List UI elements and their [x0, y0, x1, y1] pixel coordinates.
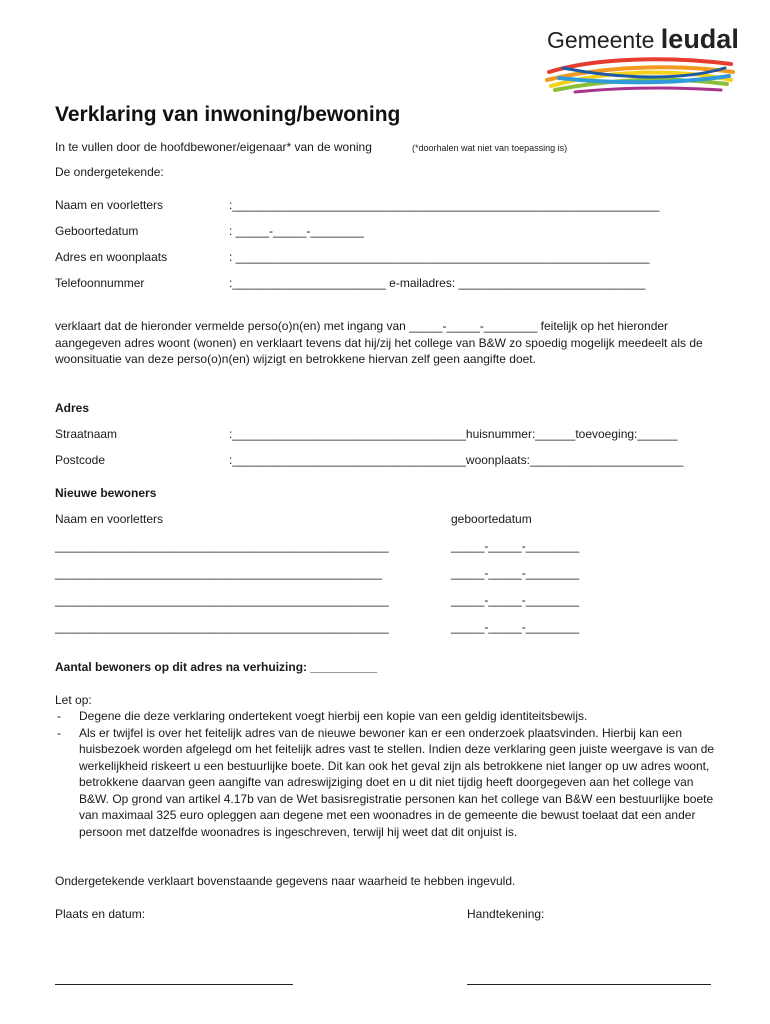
resident-count-field[interactable]: Aantal bewoners op dit adres na verhuizing: __________ — [55, 660, 378, 674]
street-label: Straatnaam — [55, 427, 118, 441]
page-title: Verklaring van inwoning/bewoning — [55, 103, 401, 126]
address-heading: Adres — [55, 401, 90, 415]
resident-birth-field[interactable]: _____-_____-________ — [451, 620, 580, 634]
resident-birth-field[interactable]: _____-_____-________ — [451, 593, 580, 607]
residents-name-column: Naam en voorletters — [55, 512, 164, 526]
residents-heading: Nieuwe bewoners — [55, 486, 157, 500]
signature-line[interactable] — [467, 984, 711, 985]
resident-name-field[interactable]: __________________________________________________ — [55, 620, 389, 634]
intro-footnote: (*doorhalen wat niet van toepassing is) — [412, 143, 568, 153]
declaration-paragraph: verklaart dat de hieronder vermelde perso(o)n(en) met ingang van _____-_____-________ feitelijk op het hieronder aangegeven adres woont (wonen) en verklaart tevens dat hij/zij het college van B&W zo spoedig mogelijk meedeelt als de woonsituatie van deze perso(o)n(en) wijzigt en betrokkene hiervan zelf geen aangifte doet. — [55, 319, 703, 366]
phone-email-field[interactable]: :_______________________ e-mailadres: ____________________________ — [229, 276, 646, 290]
logo-word-leudal: leudal — [660, 24, 739, 54]
notes-list — [55, 708, 717, 840]
postcode-label: Postcode — [55, 453, 106, 467]
place-date-label: Plaats en datum: — [55, 907, 146, 921]
phone-label: Telefoonnummer — [55, 276, 145, 290]
note-heading: Let op: — [55, 693, 92, 707]
note-item: - Degene die deze verklaring ondertekent voegt hierbij een kopie van een geldig identiteitsbewijs. — [55, 708, 717, 725]
note-item: - Als er twijfel is over het feitelijk adres van de nieuwe bewoner kan er een onderzoek plaatsvinden. Hierbij kan een huisbezoek worden afgelegd om het feitelijk adres vast te stellen. Indien deze verklaring geen juiste weergave is van de werkelijkheid riskeert u een bestuurlijke boete. Dit kan ook het geval zijn als betrokkene niet langer op uw adres woont, betrokkene daarvan geen aangifte van adreswijziging doet en u dit niet tijdig heeft doorgegeven aan het college van B&W. Op grond van artikel 4.17b van de Wet basisregistratie personen kan het college van B&W een bestuurlijke boete van maximaal 325 euro opleggen aan degene met een woonadres in de gemeente die bewust toelaat dat een ander persoon met datzelfde woonadres is ingeschreven, terwijl hij weet dat dit onjuist is. — [55, 725, 717, 841]
residents-birth-column: geboortedatum — [451, 512, 532, 526]
address-field[interactable]: : ______________________________________________________________ — [229, 250, 650, 264]
birthdate-field[interactable]: : _____-_____-________ — [229, 224, 364, 238]
resident-birth-field[interactable]: _____-_____-________ — [451, 566, 580, 580]
place-date-line[interactable] — [55, 984, 293, 985]
resident-name-field[interactable]: _________________________________________________ — [55, 566, 383, 580]
signature-label: Handtekening: — [467, 907, 545, 921]
municipality-logo — [547, 26, 739, 53]
name-label: Naam en voorletters — [55, 198, 164, 212]
address-label: Adres en woonplaats — [55, 250, 168, 264]
intro-text: In te vullen door de hoofdbewoner/eigenaar* van de woning — [55, 140, 372, 154]
resident-name-field[interactable]: __________________________________________________ — [55, 593, 389, 607]
undersigned-label: De ondergetekende: — [55, 165, 164, 179]
confirmation-text: Ondergetekende verklaart bovenstaande gegevens naar waarheid te hebben ingevuld. — [55, 874, 516, 888]
birthdate-label: Geboortedatum — [55, 224, 139, 238]
resident-birth-field[interactable]: _____-_____-________ — [451, 539, 580, 553]
postcode-field[interactable]: :___________________________________woonplaats:_______________________ — [229, 453, 684, 467]
logo-swoosh-graphic — [545, 54, 735, 96]
street-field[interactable]: :___________________________________huisnummer:______toevoeging:______ — [229, 427, 678, 441]
name-field[interactable]: :________________________________________________________________ — [229, 198, 660, 212]
resident-name-field[interactable]: __________________________________________________ — [55, 539, 389, 553]
logo-word-gemeente: Gemeente — [547, 27, 655, 53]
